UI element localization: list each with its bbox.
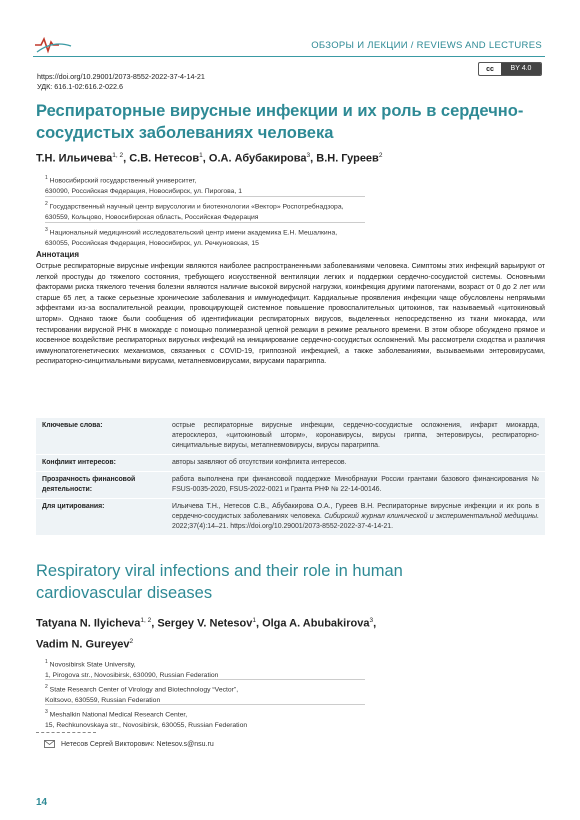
- affiliation-divider: [45, 222, 365, 223]
- author-name: Sergey V. Netesov: [157, 617, 253, 630]
- footnote-divider: [36, 732, 96, 733]
- author-name: С.В. Нетесов: [129, 152, 200, 165]
- author-name: Olga A. Abubakirova: [262, 617, 370, 630]
- title-ru: Респираторные вирусные инфекции и их роль в сердечно-сосудистых заболеваниях человека: [36, 102, 524, 142]
- affiliation-divider: [45, 196, 365, 197]
- affiliation-ru-2: $^2$ Государственный научный центр вирусологии и биотехнологии «Вектор» Роспотребнадзора, 630559, Кольцово, Новосибирская область, Российская Федерация: [45, 201, 344, 221]
- title-en: Respiratory viral infections and their role in human cardiovascular diseases: [36, 562, 403, 602]
- affiliation-en-2: $^2$ State Research Center of Virology and Biotechnology “Vector”, Koltsovo, 630559, Russian Federation: [45, 684, 239, 704]
- author-name: О.А. Абубакирова: [208, 152, 307, 165]
- citation-value: Ильичева Т.Н., Нетесов С.В., Абубакирова О.А., Гуреев В.Н. Респираторные вирусные инфекции и их роль в сердечно-сосудистых заболеваниях человека. Сибирский журнал клинической и экспериментальной медицины. 2022;37(4):14–21. https://doi.org/10.29001/2073-8552-2022-37-4-14-21.: [166, 499, 545, 536]
- page-number: 14: [36, 797, 48, 808]
- table-row: [36, 455, 545, 472]
- corresponding-author: [44, 740, 214, 748]
- affiliation-en-3: $^3$ Meshalkin National Medical Research Center, 15, Rechkunovskaya str., Novosibirsk, 630055, Russian Federation: [45, 709, 248, 729]
- funding-label: Прозрачность финансовой деятельности:: [36, 472, 166, 499]
- affiliation-divider: [45, 704, 365, 705]
- journal-logo: [33, 36, 73, 54]
- author-name: Т.Н. Ильичева: [36, 152, 113, 165]
- abstract-heading: Аннотация: [36, 250, 79, 259]
- author-name: Tatyana N. Ilyicheva: [36, 617, 141, 630]
- keywords-label: Ключевые слова:: [36, 418, 166, 455]
- conflict-label: Конфликт интересов:: [36, 455, 166, 472]
- cc-icon: cc: [479, 66, 501, 73]
- table-row: [36, 418, 545, 455]
- header-divider: [33, 56, 545, 57]
- authors-ru: Т.Н. Ильичева$^{1, 2}$, С.В. Нетесов$^1$, О.А. Абубакирова$^3$, В.Н. Гуреев$^2$: [36, 152, 383, 165]
- conflict-value: авторы заявляют об отсутствии конфликта интересов.: [166, 455, 545, 472]
- udc-code: УДК: 616.1-02:616.2-022.6: [37, 82, 124, 91]
- contact-text[interactable]: Нетесов Сергей Викторович: Netesov.s@nsu.ru: [61, 740, 214, 748]
- license-badge[interactable]: [478, 62, 542, 76]
- keywords-value: острые респираторные вирусные инфекции, сердечно-сосудистые осложнения, инфаркт миокарда, атеросклероз, «цитокиновый шторм», коронавирусы, вирусы гриппа, энтеровирусы, респираторно-синцитиальные вирусы, метапневмовирусы, вирусы парагриппа.: [166, 418, 545, 455]
- table-row: [36, 499, 545, 536]
- affiliation-ru-3: $^3$ Национальный медицинский исследовательский центр имени академика Е.Н. Мешалкина, 630055, Российская Федерация, Новосибирск, ул. Речкуновская, 15: [45, 227, 338, 247]
- affiliation-divider: [45, 679, 365, 680]
- author-name: В.Н. Гуреев: [316, 152, 379, 165]
- affiliation-en-1: $^1$ Novosibirsk State University, 1, Pirogova str., Novosibirsk, 630090, Russian Federation: [45, 659, 219, 679]
- author-name: Vadim N. Gureyev: [36, 638, 130, 651]
- affiliation-ru-1: $^1$ Новосибирский государственный университет, 630090, Российская Федерация, Новосибирск, ул. Пирогова, 1: [45, 175, 243, 195]
- table-row: [36, 472, 545, 499]
- funding-value: работа выполнена при финансовой поддержке Минобрнауки России грантами базового финансирования № FSUS-0035-2020, FSUS-2022-0021 и Гранта РНФ № 22-14-00146.: [166, 472, 545, 499]
- doi-link[interactable]: https://doi.org/10.29001/2073-8552-2022-37-4-14-21: [37, 72, 205, 81]
- authors-en: Tatyana N. Ilyicheva$^{1, 2}$, Sergey V. Netesov$^1$, Olga A. Abubakirova$^3$, Vadim N. Gureyev$^2$: [36, 617, 377, 651]
- citation-label: Для цитирования:: [36, 499, 166, 536]
- article-info-table: [36, 418, 545, 536]
- license-label: BY 4.0: [501, 63, 541, 75]
- section-title: ОБЗОРЫ И ЛЕКЦИИ / REVIEWS AND LECTURES: [311, 40, 542, 51]
- mail-icon: [44, 740, 55, 748]
- abstract-text: Острые респираторные вирусные инфекции являются наиболее распространенными заболеваниями человека. Симптомы этих инфекций варьируют от легкой простуды до тяжелого состояния, требующего искусственной вентиляции легких и поддержки сердечно-сосудистой системы. Основными факторами риска тяжелого течения болезни являются наличие высокой вирусной нагрузки, коинфекция другими патогенами, возраст от 0 до 2 лет или старше 65 лет, а также серьезные хронические заболевания и иммунодефицит. Кардиальные проявления инфекции чаще обусловлены непрямыми эффектами из-за воспалительной реакции, провоцирующей системное повышение провоспалительных цитокинов, так называемый «цитокиновый шторм». Однако также были сообщения об идентификации респираторных вирусов, выделенных непосредственно из ткани миокарда, или тестировании вирусной РНК в миокарде с помощью полимеразной цепной реакции в режиме реального времени. В этом обзоре обсуждено прямое и косвенное воздействие респираторных вирусных инфекций на инициирование сердечно-сосудистых осложнений. Мы рассмотрели сходства и различия иммунопатогенетических механизмов, связанных с COVID-19, гриппозной инфекцией, а также заболеваниями, вызываемыми энтеровирусами, респираторно-синцитиальными вирусами, метапневмовирусами, вирусами парагриппа.: [36, 262, 545, 366]
